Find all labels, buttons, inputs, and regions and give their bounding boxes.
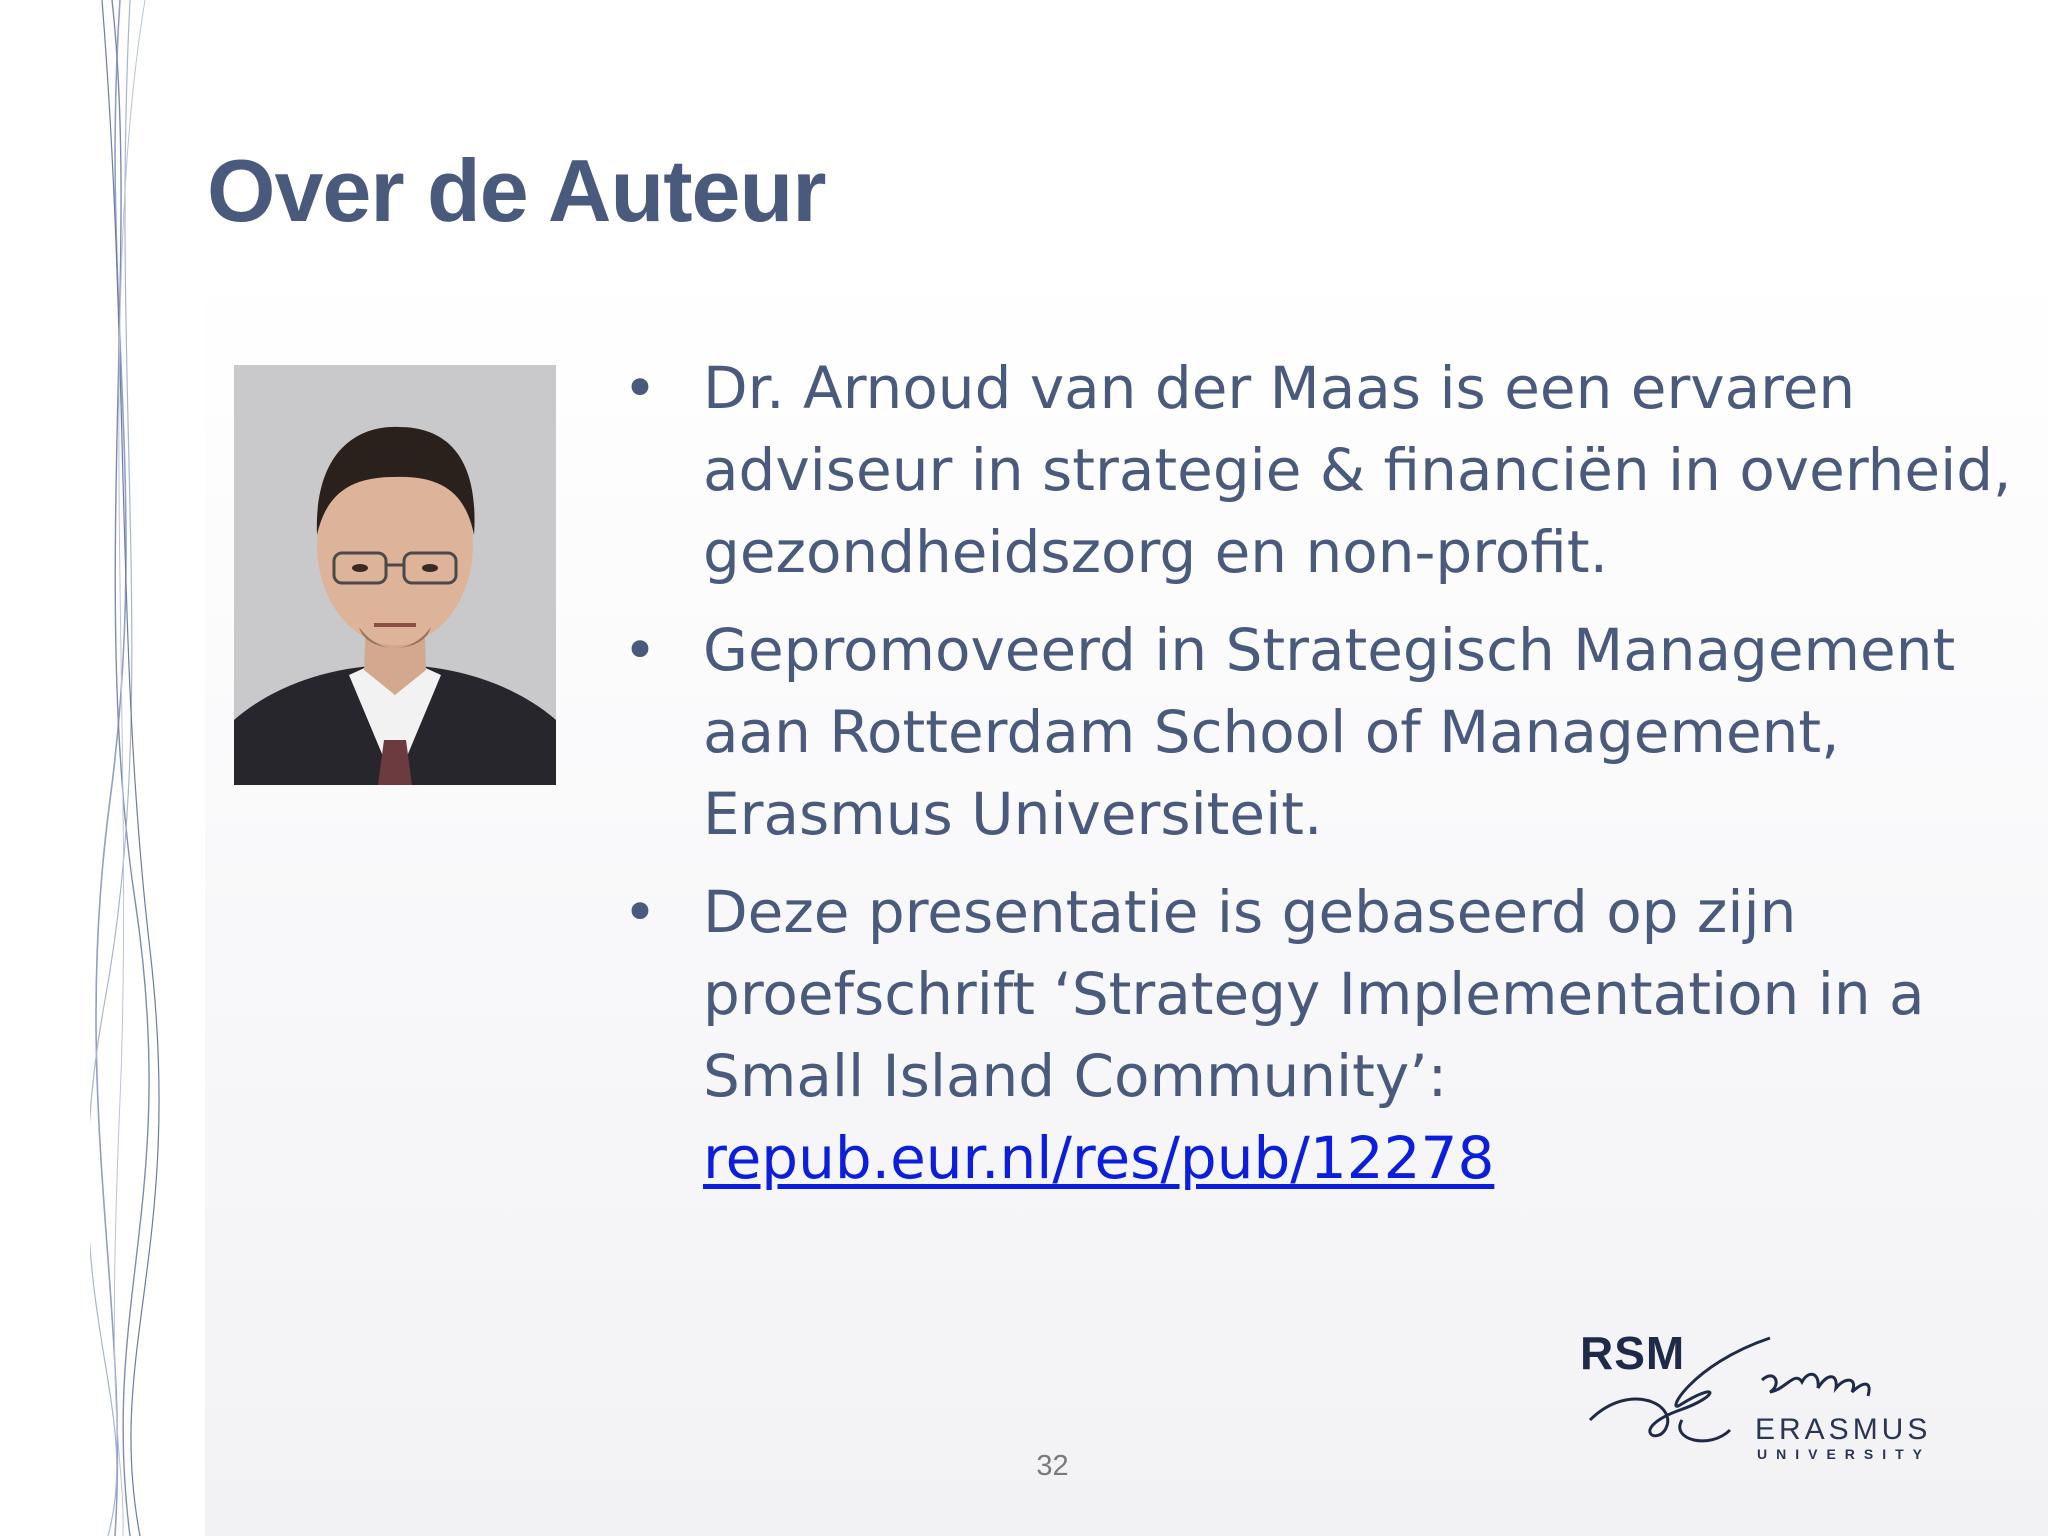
bullet-icon: • [622, 616, 658, 684]
logo-erasmus-text: ERASMUS [1755, 1413, 1932, 1446]
decorative-lines-icon [90, 0, 180, 1536]
bullet-item [620, 609, 2020, 855]
bullet-icon: • [622, 354, 658, 422]
bullet-icon: • [622, 878, 658, 946]
bullet-text: Gepromoveerd in Strategisch Management aan Rotterdam School of Management, Erasmus Universiteit. [703, 616, 1956, 848]
bullet-text: Deze presentatie is gebaseerd op zijn proefschrift ‘Strategy Implementation in a Small Island Community’: [703, 878, 1925, 1110]
logo-university-text: UNIVERSITY [1757, 1446, 1932, 1462]
slide-title: Over de Auteur [207, 141, 826, 240]
bullet-list [620, 347, 2020, 1215]
bullet-text: Dr. Arnoud van der Maas is een ervaren adviseur in strategie & financiën in overheid, gezondheidszorg en non-profit. [703, 354, 2012, 586]
rsm-erasmus-logo [1570, 1310, 1930, 1470]
bullet-item [620, 871, 2020, 1199]
bullet-item [620, 347, 2020, 593]
logo-rsm-text: RSM [1580, 1327, 1686, 1379]
page-number: 32 [1036, 1450, 1069, 1482]
author-photo [234, 365, 556, 785]
portrait-icon [234, 365, 556, 785]
publication-link[interactable]: repub.eur.nl/res/pub/12278 [703, 1124, 1495, 1192]
